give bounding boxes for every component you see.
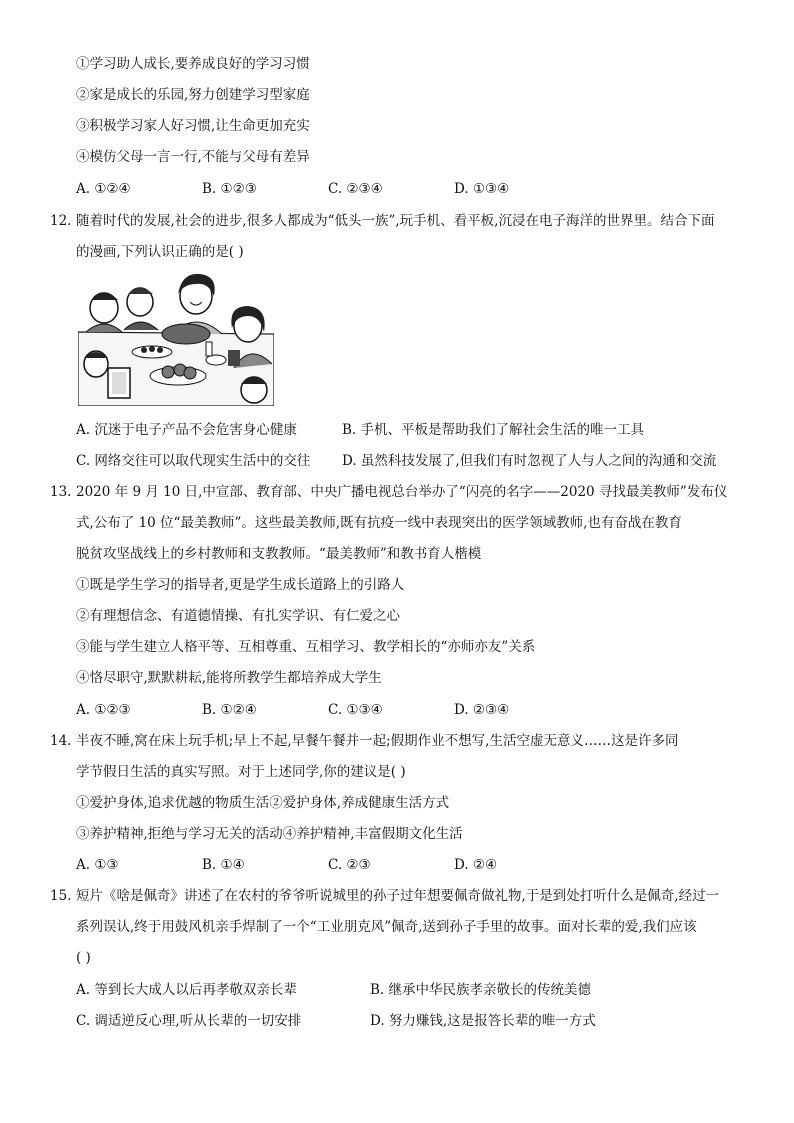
q14-option-c: C. ②③ — [328, 857, 371, 873]
q13-stem-line-1: 2020 年 9 月 10 日,中宣部、教育部、中央广播电视总台举办了“闪亮的名字——2020 寻找最美教师”发布仪 — [76, 484, 728, 500]
q11-option-a: A. ①②④ — [76, 181, 131, 197]
q14-statement-1: ①爱护身体,追求优越的物质生活②爱护身体,养成健康生活方式 — [76, 795, 450, 811]
q11-statement-1: ①学习助人成长,要养成良好的学习习惯 — [76, 56, 310, 72]
q13-stem-line-3: 脱贫攻坚战线上的乡村教师和支教教师。“最美教师”和教书育人楷模 — [76, 546, 482, 562]
q12-number: 12. — [50, 213, 72, 229]
q14-option-d: D. ②④ — [454, 857, 498, 873]
q12-stem-line-1: 随着时代的发展,社会的进步,很多人都成为“低头一族”,玩手机、看平板,沉浸在电子海洋的世界里。结合下面 — [76, 213, 715, 229]
q12-option-d: D. 虽然科技发展了,但我们有时忽视了人与人之间的沟通和交流 — [342, 453, 717, 469]
q15-option-a: A. 等到长大成人以后再孝敬双亲长辈 — [76, 982, 297, 998]
q13-statement-1: ①既是学生学习的指导者,更是学生成长道路上的引路人 — [76, 577, 405, 593]
q13-number: 13. — [50, 484, 72, 500]
q11-option-b: B. ①②③ — [202, 181, 257, 197]
q13-statement-3: ③能与学生建立人格平等、互相尊重、互相学习、教学相长的“亦师亦友”关系 — [76, 639, 536, 655]
q15-option-b: B. 继承中华民族孝亲敬长的传统美德 — [370, 982, 592, 998]
q15-option-d: D. 努力赚钱,这是报答长辈的唯一方式 — [370, 1013, 596, 1029]
q12-option-b: B. 手机、平板是帮助我们了解社会生活的唯一工具 — [342, 422, 645, 438]
q12-option-c: C. 网络交往可以取代现实生活中的交往 — [76, 453, 311, 469]
q15-stem-line-3: ( ) — [76, 950, 91, 966]
q12-option-a: A. 沉迷于电子产品不会危害身心健康 — [76, 422, 297, 438]
q13-option-c: C. ①③④ — [328, 702, 383, 718]
q13-option-a: A. ①②③ — [76, 702, 131, 718]
q14-stem-line-2: 学节假日生活的真实写照。对于上述同学,你的建议是( ) — [76, 764, 406, 780]
q11-option-c: C. ②③④ — [328, 181, 383, 197]
q11-statement-3: ③积极学习家人好习惯,让生命更加充实 — [76, 118, 310, 134]
q13-option-d: D. ②③④ — [454, 702, 510, 718]
q15-stem-line-1: 短片《啥是佩奇》讲述了在农村的爷爷听说城里的孙子过年想要佩奇做礼物,于是到处打听什么是佩奇,经过一 — [76, 888, 720, 904]
q14-number: 14. — [50, 733, 72, 749]
family-dinner-cartoon — [78, 272, 274, 406]
q11-statement-4: ④模仿父母一言一行,不能与父母有差异 — [76, 149, 310, 165]
q15-stem-line-2: 系列误认,终于用鼓风机亲手焊制了一个“工业朋克风”佩奇,送到孙子手里的故事。面对长辈的爱,我们应该 — [76, 919, 697, 935]
q15-number: 15. — [50, 888, 72, 904]
q13-stem-line-2: 式,公布了 10 位“最美教师”。这些最美教师,既有抗疫一线中表现突出的医学领域教师,也有奋战在教育 — [76, 515, 682, 531]
q14-option-a: A. ①③ — [76, 857, 119, 873]
q14-option-b: B. ①④ — [202, 857, 245, 873]
q14-stem-line-1: 半夜不睡,窝在床上玩手机;早上不起,早餐午餐并一起;假期作业不想写,生活空虚无意义……这是许多同 — [76, 733, 679, 749]
q11-statement-2: ②家是成长的乐园,努力创建学习型家庭 — [76, 87, 310, 103]
q14-statement-2: ③养护精神,拒绝与学习无关的活动④养护精神,丰富假期文化生活 — [76, 826, 463, 842]
q13-statement-2: ②有理想信念、有道德情操、有扎实学识、有仁爱之心 — [76, 608, 400, 624]
q12-stem-line-2: 的漫画,下列认识正确的是( ) — [76, 244, 244, 260]
q13-statement-4: ④恪尽职守,默默耕耘,能将所教学生都培养成大学生 — [76, 670, 382, 686]
q15-option-c: C. 调适逆反心理,听从长辈的一切安排 — [76, 1013, 302, 1029]
q11-option-d: D. ①③④ — [454, 181, 510, 197]
q13-option-b: B. ①②④ — [202, 702, 257, 718]
